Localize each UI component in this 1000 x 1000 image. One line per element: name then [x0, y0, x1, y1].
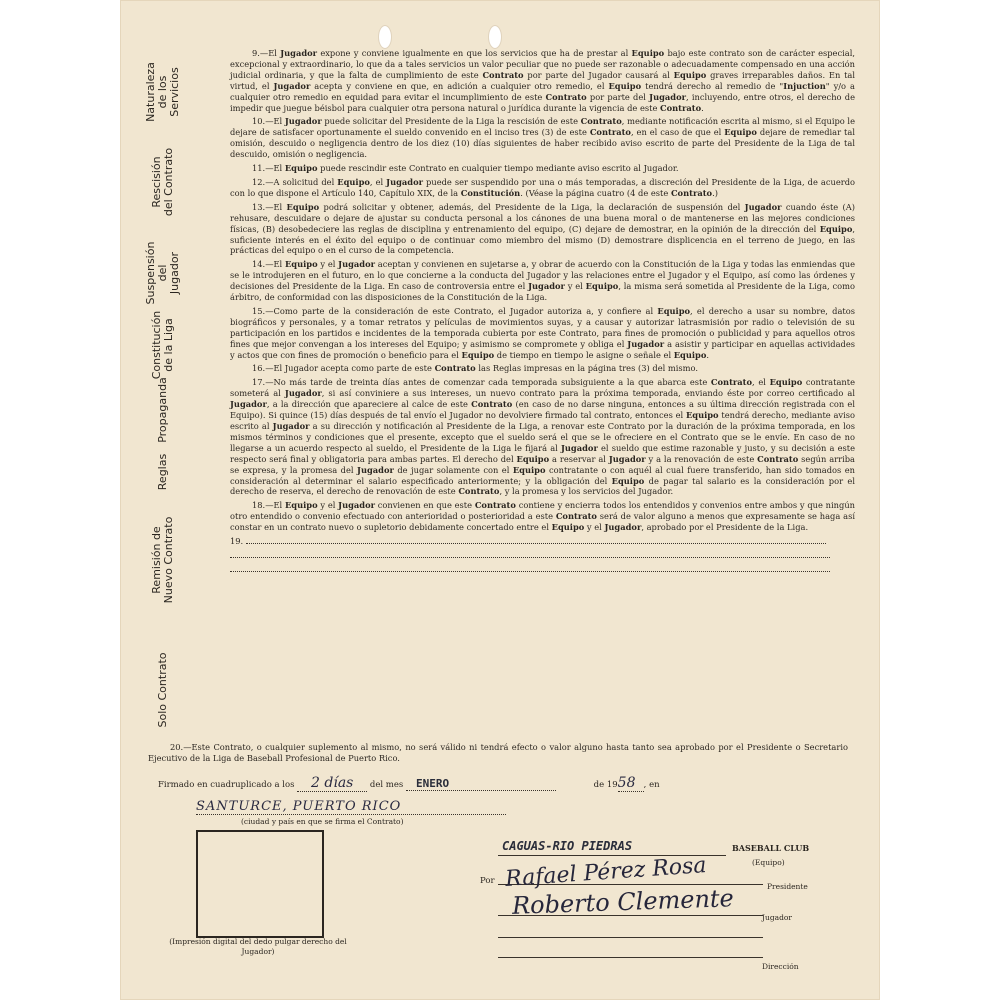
player-signature: Roberto Clemente — [511, 884, 735, 920]
signed-row: Firmado en cuadruplicado a los 2 días del mes ENERO de 1958 , en — [158, 775, 660, 791]
club-name-field: CAGUAS-RIO PIEDRAS — [498, 835, 726, 856]
direccion-label: Dirección — [762, 962, 799, 971]
place-field: SANTURCE, PUERTO RICO — [196, 795, 506, 815]
presidente-label: Presidente — [767, 882, 808, 891]
place-row: SANTURCE, PUERTO RICO (ciudad y país en que se firma el Contrato) — [196, 795, 506, 826]
punch-hole-left — [378, 25, 392, 49]
clause-18: 18.—El Equipo y el Jugador convienen en que este Contrato contiene y encierra todos los entendidos y convenios entre ambos y que ningún otro entendido o convenio efectuado con anterioridad o posterioridad a este Contrato será de valor alguno a menos que expresamente se haga así constar en un contrato nuevo o supletorio debidamente concertado entre el Equipo y el Jugador, aprobado por el Presidente de la Liga. — [230, 500, 855, 533]
clause-13: 13.—El Equipo podrá solicitar y obtener, además, del Presidente de la Liga, la declaración de suspensión del Jugador cuando éste (A) rehusare, descuidare o dejare de ajustar su conducta personal a los cánones de una buena moral o de mantenerse en las mejores condiciones físicas, (B) desobedeciere las reglas de disciplina y entrenamiento del equipo, (C) dejare de demostrar, en la opinión de la dirección del Equipo, suficiente interés en el éxito del equipo o de continuar como miembro del mismo (D) demostrare displicencia en el terreno de juego, en las prácticas del equipo o en el curso de la competencia. — [230, 201, 855, 256]
clause-10: 10.—El Jugador puede solicitar del Presidente de la Liga la rescisión de este Contrato, mediante notificación escrita al mismo, si el Equipo le dejare de satisfacer oportunamente el sueldo convenido en el inciso tres (3) de este Contrato, en el caso de que el Equipo dejare de remediar tal omisión, descuido o negligencia dentro de los diez (10) días siguientes de haber recibido aviso escrito de parte del Presidente de la Liga de tal descuido, omisión o negligencia. — [230, 116, 855, 160]
president-signature: Rafael Pérez Rosa — [504, 852, 708, 893]
jugador-label: Jugador — [762, 913, 793, 922]
contract-page: Naturaleza de los Servicios Rescisión del Contrato Suspensión del Jugador Constitución de la Liga Propaganda Reglas Remisión de Nuevo Contrato Solo Contrato 9.—El Jugador expone y conviene igualmente en que los servicios que ha de prestar al Equipo bajo este contrato son de carácter especial, excepcional y extraordinario, lo que da a tales servicios un valor peculiar que no puede ser razonable o adecuadamente compensado en una acción judicial ordinaria, y que la falta de cumplimiento de este Contrato por parte del Jugador causará al Equipo graves irreparables daños. En tal virtud, el Jugador acepta y conviene en que, en adición a cualquier otro remedio, el Equipo tendrá derecho al remedio de "Injuction" y/o a cualquier otro remedio en equidad para evitar el incumplimiento de este Contrato por parte del Jugador, incluyendo, entre otros, el derecho de impedir que juegue béisbol para cualquier otra persona natural o jurídica durante la vigencia de este Contrato. 10.—El Jugador puede solicitar del Presidente de la Liga la rescisión de este Contrato, mediante notificación escrita al mismo, si el Equipo le dejare de satisfacer oportunamente el sueldo convenido en el inciso tres (3) de este Contrato, en el caso de que el Equipo dejare de remediar tal omisión, descuido o negligencia dentro de los diez (10) días siguientes de haber recibido aviso escrito de parte del Presidente de la Liga de tal descuido, omisión o negligencia. 11.—El Equipo puede rescindir este Contrato en cualquier tiempo mediante aviso escrito al Jugador. 12.—A solicitud del Equipo, el Jugador puede ser suspendido por una o más temporadas, a discreción del Presidente de la Liga, de acuerdo con lo que dispone el Artículo 140, Capítulo XIX, de la Constitución. (Véase la página cuatro (4 de este Contrato.) 13.—El Equipo podrá solicitar y obtener, además, del Presidente de la Liga, la declaración de suspensión del Jugador cuando éste (A) rehusare, descuidare o dejare de ajustar su conducta personal a los cánones de una buena moral o de mantenerse en las mejores condiciones físicas, (B) desobedeciere las reglas de disciplina y entrenamiento del equipo, (C) dejare de demostrar, en la opinión de la dirección del Equipo, suficiente interés en el éxito del equipo o de continuar como miembro del mismo (D) demostrare displicencia en el terreno de juego, en las prácticas del equipo o en el curso de la competencia. 14.—El Equipo y el Jugador aceptan y convienen en sujetarse a, y obrar de acuerdo con la Constitución de la Liga y todas las enmiendas que se le introdujeren en el futuro, en lo que concierne a la conducta del Jugador y las relaciones entre el Jugador y el Equipo, así como las órdenes y decisiones del Presidente de la Liga. En caso de controversia entre el Jugador y el Equipo, la misma será sometida al Presidente de la Liga, como árbitro, de conformidad con las disposiciones de la Constitución de la Liga. 15.—Como parte de la consideración de este Contrato, el Jugador autoriza a, y confiere al Equipo, el derecho a usar su nombre, datos biográficos y personales, y a tomar retratos y películas de movimientos suyas, y a causar y autorizar latrasmisión por radio o televisión de su participación en los partidos e incidentes de la temporada cubierta por este Contrato, para fines de promoción o publicidad y para aquellos otros fines que mejor convengan a los intereses del Equipo; y asimismo se compromete y obliga el Jugador a asistir y participar en aquellas actividades y actos que con fines de promoción o beneficio para el Equipo de tiempo en tiempo le asigne o señale el Equipo. 16.—El Jugador acepta como parte de este Contrato las Reglas impresas en la página tres (3) del mismo. 17.—No más tarde de treinta días antes de comenzar cada temporada subsiguiente a la que abarca este Contrato, el Equipo contratante someterá al Jugador, si así conviniere a sus intereses, un nuevo contrato para la próxima temporada, enviando éste por correo certificado al Jugador, a la dirección que apareciere al calce de este Contrato (en caso de no darse ninguna, entonces a su última dirección registrada con el Equipo). Si quince (15) días después de tal envío el Jugador no devolviere firmado tal contrato, entonces el Equipo tendrá derecho, mediante aviso escrito al Jugador a su dirección y notificación al Presidente de la Liga, a renovar este Contrato por la duración de la próxima temporada, en los mismos términos y condiciones que el presente, excepto que el sueldo será el que se le ofreciere en el Contrato que se le envíe. En caso de no llegarse a un acuerdo respecto al sueldo, el Presidente de la Liga le fijará al Jugador el sueldo que estime razonable y justo, y su decisión a este respecto será final y obligatoria para ambas partes. El derecho del Equipo a reservar al Jugador y a la renovación de este Contrato según arriba se expresa, y la promesa del Jugador de jugar solamente con el Equipo contratante o con aquél al cual fuere transferido, han sido tomados en consideración al determinar el salario especificado anteriormente; y la obligación del Equipo de pagar tal salario es la consideración por el derecho de reserva, el derecho de renovación de este Contrato, y la promesa y los servicios del Jugador. 18.—El Equipo y el Jugador convienen en que este Contrato contiene y encierra todos los entendidos y convenios entre ambos y que ningún otro entendido o convenio efectuado con anterioridad o posterioridad a este Contrato será de valor alguno a menos que expresamente se haga así constar en un contrato nuevo o supletorio debidamente concertado entre el Equipo y el Jugador, aprobado por el Presidente de la Liga. 19. — [120, 0, 880, 1000]
address-line-2 — [498, 957, 763, 958]
clause-20: 20.—Este Contrato, o cualquier suplemento al mismo, no será válido ni tendrá efecto o valor alguno hasta tanto sea aprobado por el Presidente o Secretario Ejecutivo de la Liga de Baseball Profesional de Puerto Rico. — [148, 742, 848, 763]
year-field: 58 — [618, 775, 644, 792]
clause-11: 11.—El Equipo puede rescindir este Contrato en cualquier tiempo mediante aviso escrito al Jugador. — [252, 163, 679, 174]
punch-hole-right — [488, 25, 502, 49]
clause-15: 15.—Como parte de la consideración de este Contrato, el Jugador autoriza a, y confiere al Equipo, el derecho a usar su nombre, datos biográficos y personales, y a tomar retratos y películas de movimientos suyas, y a causar y autorizar latrasmisión por radio o televisión de su participación en los partidos e incidentes de la temporada cubierta por este Contrato, para fines de promoción o publicidad y para aquellos otros fines que mejor convengan a los intereses del Equipo; y asimismo se compromete y obliga el Jugador a asistir y participar en aquellas actividades y actos que con fines de promoción o beneficio para el Equipo de tiempo en tiempo le asigne o señale el Equipo. — [230, 305, 855, 360]
address-line-1 — [498, 937, 763, 938]
clause-17: 17.—No más tarde de treinta días antes de comenzar cada temporada subsiguiente a la que abarca este Contrato, el Equipo contratante someterá al Jugador, si así conviniere a sus intereses, un nuevo contrato para la próxima temporada, enviando éste por correo certificado al Jugador, a la dirección que apareciere al calce de este Contrato (en caso de no darse ninguna, entonces a su última dirección registrada con el Equipo). Si quince (15) días después de tal envío el Jugador no devolviere firmado tal contrato, entonces el Equipo tendrá derecho, mediante aviso escrito al Jugador a su dirección y notificación al Presidente de la Liga, a renovar este Contrato por la duración de la próxima temporada, en los mismos términos y condiciones que el presente, excepto que el sueldo será el que se le ofreciere en el Contrato que se le envíe. En caso de no llegarse a un acuerdo respecto al sueldo, el Presidente de la Liga le fijará al Jugador el sueldo que estime razonable y justo, y su decisión a este respecto será final y obligatoria para ambas partes. El derecho del Equipo a reservar al Jugador y a la renovación de este Contrato según arriba se expresa, y la promesa del Jugador de jugar solamente con el Equipo contratante o con aquél al cual fuere transferido, han sido tomados en consideración al determinar el salario especificado anteriormente; y la obligación del Equipo de pagar tal salario es la consideración por el derecho de reserva, el derecho de renovación de este Contrato, y la promesa y los servicios del Jugador. — [230, 377, 856, 497]
clause-19-line-1 — [246, 543, 826, 544]
clause-16: 16.—El Jugador acepta como parte de este Contrato las Reglas impresas en la página tres (3) del mismo. — [252, 363, 699, 374]
equipo-label: (Equipo) — [752, 858, 785, 867]
clause-14: 14.—El Equipo y el Jugador aceptan y convienen en sujetarse a, y obrar de acuerdo con la Constitución de la Liga y todas las enmiendas que se le introdujeren en el futuro, en lo que concierne a la conducta del Jugador y las relaciones entre el Jugador y el Equipo, así como las órdenes y decisiones del Presidente de la Liga. En caso de controversia entre el Jugador y el Equipo, la misma será sometida al Presidente de la Liga, como árbitro, de conformidad con las disposiciones de la Constitución de la Liga. — [230, 259, 856, 303]
clause-19-line-3 — [230, 571, 830, 572]
fingerprint-caption: (Impresión digital del dedo pulgar derecho del Jugador) — [169, 937, 347, 956]
month-field: ENERO — [406, 777, 556, 791]
clause-19-line-2 — [230, 557, 830, 558]
por-label: Por — [480, 876, 495, 886]
fingerprint-box — [196, 830, 324, 938]
baseball-club-label: BASEBALL CLUB — [732, 843, 810, 853]
clause-12: 12.—A solicitud del Equipo, el Jugador puede ser suspendido por una o más temporadas, a discreción del Presidente de la Liga, de acuerdo con lo que dispone el Artículo 140, Capítulo XIX, de la Constitución. (Véase la página cuatro (4 de este Contrato.) — [230, 176, 855, 198]
clause-9: 9.—El Jugador expone y conviene igualmente en que los servicios que ha de prestar al Equipo bajo este contrato son de carácter especial, excepcional y extraordinario, lo que da a tales servicios un valor peculiar que no puede ser razonable o adecuadamente compensado en una acción judicial ordinaria, y que la falta de cumplimiento de este Contrato por parte del Jugador causará al Equipo graves irreparables daños. En tal virtud, el Jugador acepta y conviene en que, en adición a cualquier otro remedio, el Equipo tendrá derecho al remedio de "Injuction" y/o a cualquier otro remedio en equidad para evitar el incumplimiento de este Contrato por parte del Jugador, incluyendo, entre otros, el derecho de impedir que juegue béisbol para cualquier otra persona natural o jurídica durante la vigencia de este Contrato. — [230, 48, 856, 113]
days-field: 2 días — [297, 775, 367, 792]
contract-clauses — [230, 48, 855, 578]
clause-19: 19. — [230, 536, 855, 547]
